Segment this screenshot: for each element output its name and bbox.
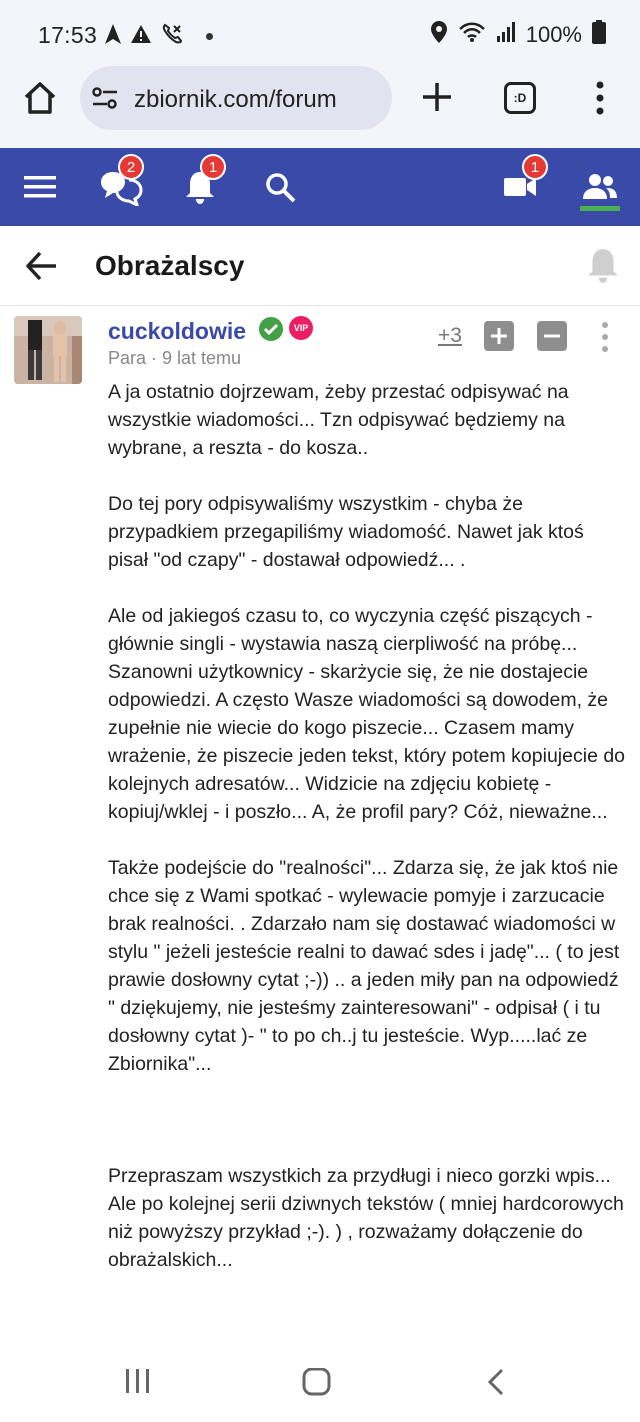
battery-percent: 100%: [525, 21, 582, 47]
site-navbar: [0, 148, 640, 226]
forum-post: [0, 306, 640, 1342]
paragraph-spacer: [108, 1106, 628, 1162]
recent-apps-icon[interactable]: [124, 1368, 152, 1399]
hamburger-icon: [23, 174, 57, 200]
wifi-icon: [458, 21, 486, 48]
post-paragraph: A ja ostatnio dojrzewam, żeby przestać odpisywać na wszystkie wiadomości... Tzn odpisywać będziemy na wybrane, a reszta - do kosza..: [108, 381, 569, 459]
back-arrow-icon[interactable]: [24, 248, 60, 284]
new-tab-icon[interactable]: [420, 80, 454, 114]
phone-icon: [160, 22, 184, 51]
browser-toolbar: [0, 62, 640, 148]
signal-icon: [496, 21, 516, 48]
page-header: [0, 226, 640, 306]
messages-badge: 2: [118, 154, 144, 180]
tab-switcher-button[interactable]: :D: [504, 82, 536, 114]
menu-button[interactable]: [18, 148, 62, 226]
warning-icon: [130, 24, 152, 49]
notifications-button[interactable]: [182, 148, 218, 226]
post-paragraph: Do tej pory odpisywaliśmy wszystkim - chyba że przypadkiem przegapiliśmy wiadomość. Nawet jak ktoś pisał "od czapy" - dostawał odpowiedź... .: [108, 493, 584, 571]
post-paragraph: Także podejście do "realności"... Zdarza się, że jak ktoś nie chce się z Wami spotkać - wylewacie pomyje i zarzucacie brak realności. . Zdarzało nam się dostawać wiadomości w stylu " jeżeli jesteście realni to dawać sdes i jadę"... ( to jest prawie dosłowny cytat ;-)) .. a jeden miły pan na odpowiedź " dziękujemy, nie jesteśmy zainteresowani" - odpisał ( i tu dosłowny cytat )- " to po ch..j tu jesteście. Wyp.....lać ze Zbiornika"...: [108, 857, 620, 1075]
home-nav-icon[interactable]: [302, 1368, 332, 1401]
more-vert-icon[interactable]: [590, 80, 610, 116]
verified-icon: [258, 316, 284, 342]
post-paragraph: Przepraszam wszystkich za przydługi i nieco gorzki wpis... Ale po kolejnej serii dziwnych tekstów ( mniej hardcorowych niż powyższy przykład ;-). ) , rozważamy dołączenie do obrażalskich...: [108, 1165, 624, 1271]
system-navigation-bar: [0, 1342, 640, 1422]
vip-badge: VIP: [289, 316, 313, 340]
active-tab-indicator: [580, 206, 620, 211]
location-icon: [430, 20, 448, 49]
author-name[interactable]: cuckoldowie: [108, 318, 247, 344]
post-body: [108, 378, 628, 1302]
site-settings-icon[interactable]: [92, 86, 118, 110]
downvote-button[interactable]: [537, 321, 567, 351]
messages-button[interactable]: [96, 148, 146, 226]
plus-icon: [490, 327, 508, 345]
post-paragraph: Ale od jakiegoś czasu to, co wyczynia część piszących - głównie singli - wystawia naszą cierpliwość na próbę... Szanowni użytkownicy - skarżycie się, że nie dostajecie odpowiedzi. A często Wasze wiadomości są dowodem, że zupełnie nie wiecie do kogo piszecie... Czasem mamy wrażenie, że piszecie jeden tekst, który potem kopiujecie do kolejnych adresatów... Widzicie na zdjęciu kobietę - kopiuj/wklej - i poszło... A, że profil pary? Cóż, nieważne...: [108, 605, 626, 823]
page-title: Obrażalscy: [95, 250, 245, 281]
notifications-badge: 1: [200, 154, 226, 180]
video-button[interactable]: [502, 148, 538, 226]
subscribe-bell-icon[interactable]: [586, 246, 624, 286]
battery-icon: [592, 20, 606, 49]
minus-icon: [543, 327, 561, 345]
notification-dot: [206, 33, 213, 40]
status-time: 17:53: [38, 22, 98, 48]
url-text: zbiornik.com/forum: [134, 86, 337, 113]
search-button[interactable]: [262, 148, 298, 226]
avatar[interactable]: [14, 316, 82, 384]
upvote-button[interactable]: [484, 321, 514, 351]
status-bar: [0, 0, 640, 62]
home-icon[interactable]: [22, 80, 58, 116]
post-options-icon[interactable]: [598, 321, 612, 353]
search-icon: [264, 171, 296, 203]
post-score[interactable]: +3: [438, 324, 462, 347]
people-icon: [581, 173, 619, 201]
navigation-icon: [104, 23, 122, 50]
video-badge: 1: [522, 154, 548, 180]
post-meta: Para · 9 lat temu: [108, 348, 242, 368]
back-nav-icon[interactable]: [486, 1368, 506, 1401]
friends-button[interactable]: [580, 148, 620, 226]
url-bar[interactable]: [80, 66, 392, 130]
